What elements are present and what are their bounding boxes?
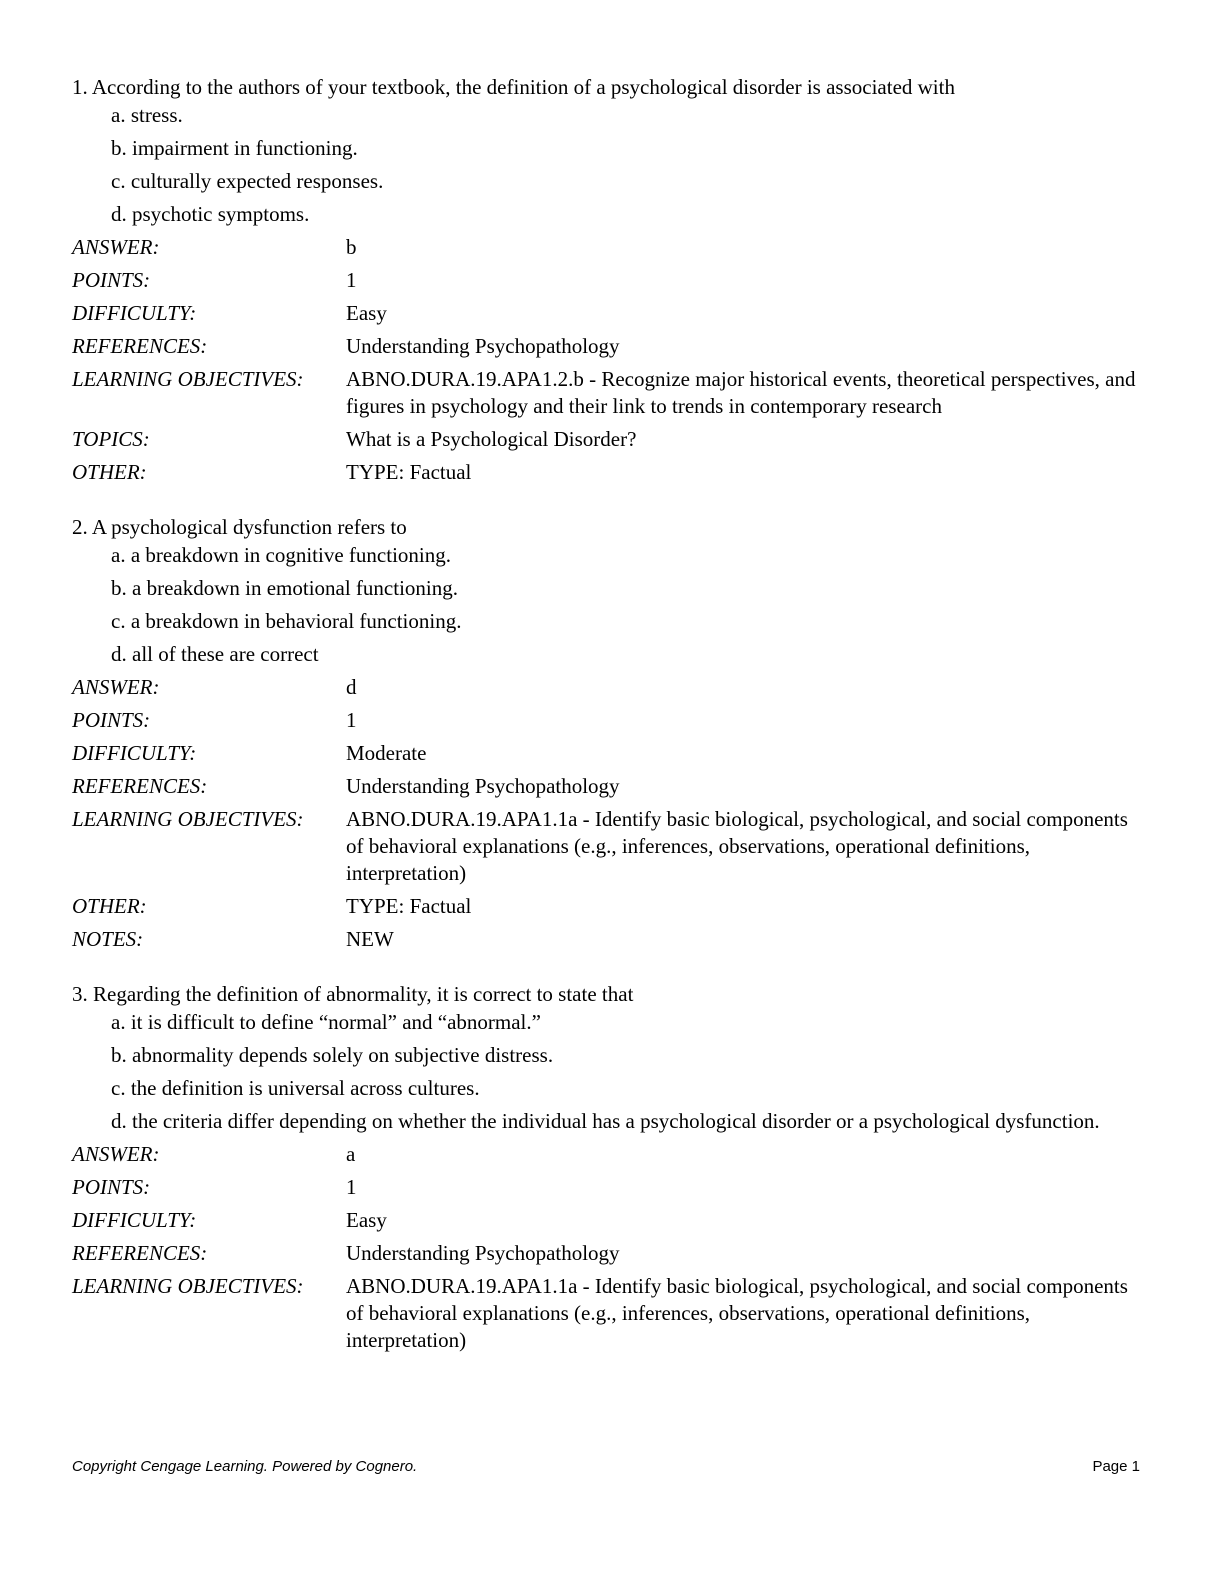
meta-key: LEARNING OBJECTIVES: (72, 807, 304, 831)
question-list (72, 72, 1142, 1380)
meta-value: d (346, 675, 357, 699)
meta-references (72, 773, 1136, 806)
choice-c: c. culturally expected responses. (111, 169, 384, 193)
meta-key: ANSWER: (72, 1142, 160, 1166)
meta-key: POINTS: (72, 708, 151, 732)
meta-answer (72, 674, 1136, 707)
meta-key: REFERENCES: (72, 334, 208, 358)
meta-key: OTHER: (72, 460, 147, 484)
question-stem: 2. A psychological dysfunction refers to (72, 515, 407, 539)
choice-c: c. the definition is universal across cultures. (111, 1076, 480, 1100)
meta-value: b (346, 235, 357, 259)
meta-points (72, 707, 1136, 740)
meta-topics (72, 426, 1136, 459)
question-stem: 3. Regarding the definition of abnormality, it is correct to state that (72, 982, 634, 1006)
meta-value: ABNO.DURA.19.APA1.2.b - Recognize major historical events, theoretical perspectives, and figures in psychology and their link to trends in contemporary research (346, 367, 1136, 418)
choice-a: a. a breakdown in cognitive functioning. (111, 543, 451, 567)
meta-key: TOPICS: (72, 427, 150, 451)
answer-choices (72, 1009, 1142, 1135)
meta-difficulty (72, 1207, 1136, 1240)
meta-key: NOTES: (72, 927, 144, 951)
meta-value: What is a Psychological Disorder? (346, 427, 637, 451)
meta-value: Understanding Psychopathology (346, 774, 620, 798)
meta-points (72, 1174, 1136, 1207)
choice-b: b. abnormality depends solely on subjective distress. (111, 1043, 554, 1067)
meta-learning-objectives (72, 1273, 1136, 1360)
choice-b: b. a breakdown in emotional functioning. (111, 576, 459, 600)
meta-value: Easy (346, 301, 387, 325)
choice-c: c. a breakdown in behavioral functioning. (111, 609, 462, 633)
meta-difficulty (72, 300, 1136, 333)
meta-value: 1 (346, 708, 357, 732)
meta-answer (72, 234, 1136, 267)
meta-value: 1 (346, 1175, 357, 1199)
question-1 (72, 72, 1142, 492)
meta-points (72, 267, 1136, 300)
question-metadata (72, 1141, 1136, 1360)
choice-d: d. all of these are correct (111, 642, 319, 666)
meta-key: POINTS: (72, 268, 151, 292)
meta-key: ANSWER: (72, 675, 160, 699)
meta-key: DIFFICULTY: (72, 301, 197, 325)
meta-value: TYPE: Factual (346, 460, 472, 484)
meta-value: Understanding Psychopathology (346, 1241, 620, 1265)
meta-key: DIFFICULTY: (72, 741, 197, 765)
choice-a: a. stress. (111, 103, 183, 127)
meta-value: ABNO.DURA.19.APA1.1a - Identify basic biological, psychological, and social components of behavioral explanations (e.g., inferences, observations, operational definitions, interpretation) (346, 1274, 1128, 1352)
choice-b: b. impairment in functioning. (111, 136, 358, 160)
meta-value: Easy (346, 1208, 387, 1232)
meta-value: Understanding Psychopathology (346, 334, 620, 358)
question-metadata (72, 674, 1136, 959)
meta-key: ANSWER: (72, 235, 160, 259)
meta-other (72, 459, 1136, 492)
question-3 (72, 979, 1142, 1360)
meta-learning-objectives (72, 806, 1136, 893)
meta-key: LEARNING OBJECTIVES: (72, 1274, 304, 1298)
meta-learning-objectives (72, 366, 1136, 426)
meta-value: Moderate (346, 741, 427, 765)
meta-value: 1 (346, 268, 357, 292)
meta-answer (72, 1141, 1136, 1174)
meta-references (72, 1240, 1136, 1273)
page-number: Page 1 (1092, 1458, 1140, 1475)
meta-key: OTHER: (72, 894, 147, 918)
meta-notes (72, 926, 1136, 959)
meta-key: POINTS: (72, 1175, 151, 1199)
meta-key: DIFFICULTY: (72, 1208, 197, 1232)
meta-value: TYPE: Factual (346, 894, 472, 918)
meta-value: ABNO.DURA.19.APA1.1a - Identify basic biological, psychological, and social components of behavioral explanations (e.g., inferences, observations, operational definitions, interpretation) (346, 807, 1128, 885)
meta-value: a (346, 1142, 356, 1166)
answer-choices (72, 542, 1142, 668)
meta-other (72, 893, 1136, 926)
question-2 (72, 512, 1142, 959)
meta-key: REFERENCES: (72, 774, 208, 798)
question-metadata (72, 234, 1136, 492)
choice-d: d. the criteria differ depending on whether the individual has a psychological disorder or a psychological dysfunction. (111, 1109, 1100, 1133)
meta-key: LEARNING OBJECTIVES: (72, 367, 304, 391)
meta-key: REFERENCES: (72, 1241, 208, 1265)
meta-difficulty (72, 740, 1136, 773)
answer-choices (72, 102, 1142, 228)
question-stem: 1. According to the authors of your textbook, the definition of a psychological disorder is associated with (72, 75, 955, 99)
meta-value: NEW (346, 927, 394, 951)
meta-references (72, 333, 1136, 366)
choice-a: a. it is difficult to define “normal” and “abnormal.” (111, 1010, 541, 1034)
choice-d: d. psychotic symptoms. (111, 202, 310, 226)
copyright-notice: Copyright Cengage Learning. Powered by Cognero. (72, 1458, 418, 1475)
